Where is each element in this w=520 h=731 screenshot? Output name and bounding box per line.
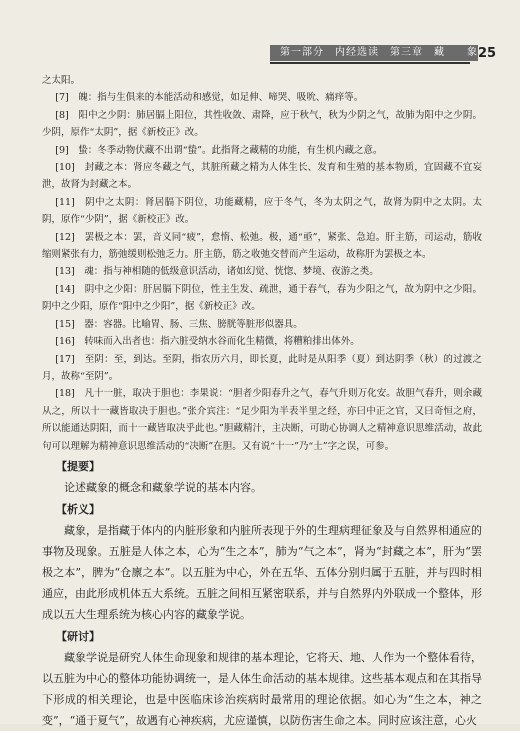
page-content bbox=[42, 72, 482, 731]
note-17: [17] 至阴：至，到达。至阴，指农历六月，即长夏，此时是从阳季（夏）到达阴季（秋）的过渡之月，故称“至阴”。 bbox=[42, 353, 482, 382]
note-continuation: 之太阳。 bbox=[42, 75, 81, 86]
note-10: [10] 封藏之本：肾应冬藏之气，其脏所藏之精为人体生长、发育和生殖的基本物质，宜固藏不宜妄泄，故肾为封藏之本。 bbox=[42, 162, 482, 191]
note-8: [8] 阳中之少阴：肺居膈上阳位，其性收敛、肃降，应于秋气，秋为少阴之气，故肺为阳中之少阴。少阴，原作“太阴”，据《新校正》改。 bbox=[42, 109, 482, 139]
running-header bbox=[270, 44, 497, 64]
section-title-summary: 【提要】 bbox=[56, 459, 100, 473]
note-7: [7] 魄：指与生俱来的本能活动和感觉，如足伸、啼哭、吸吮、痛痒等。 bbox=[55, 92, 364, 104]
note-11: [11] 阴中之太阴：肾居膈下阴位，功能藏精，应于冬气，冬为太阴之气，故肾为阴中之太阴。太阴，原作“少阴”，据《新校正》改。 bbox=[42, 196, 482, 226]
section-title-analysis: 【析义】 bbox=[56, 502, 100, 516]
note-14: [14] 阴中之少阳：肝居膈下阴位，性主生发、疏泄，通于春气，春为少阳之气，故为阴中之少阳。阴中之少阳，原作“阳中之少阳”，据《新校正》改。 bbox=[42, 283, 482, 313]
note-15: [15] 器：容器。比喻胃、肠、三焦、膀胱等脏形似器具。 bbox=[55, 318, 303, 330]
section-summary-text: 论述藏象的概念和藏象学说的基本内容。 bbox=[64, 480, 262, 494]
note-13: [13] 魂：指与神相随的低级意识活动，诸如幻觉、恍惚、梦境、夜游之类。 bbox=[55, 266, 379, 278]
note-18: [18] 凡十一脏，取决于胆也：李果说：“胆者少阳春升之气，春气升则万化安。故胆气春升，则余藏从之，所以十一藏皆取决于胆也。”张介宾注：“足少阳为半表半里之经，亦曰中正之官，又曰奇恒之府，所以能通达阴阳，而十一藏皆取决乎此也。”胆藏精汁，主决断，可助心协调人之精神意识思维活动，故此句可以理解为精神意识思维活动的“决断”在胆。又有说“十一”乃“土”字之误，可参。 bbox=[42, 388, 482, 452]
section-title-discussion: 【研讨】 bbox=[56, 629, 100, 643]
note-12: [12] 罢极之本：罢，音义同“疲”，怠惰、松弛。极，通“亟”，紧张、急迫。肝主筋，司运动，筋收缩则紧张有力，筋弛缓则松弛乏力。肝主筋，筋之收弛交替而产生运动，故称肝为罢极之本。 bbox=[42, 231, 482, 261]
page-number: 25 bbox=[478, 45, 497, 61]
section-discussion-text: 藏象学说是研究人体生命现象和规律的基本理论，它将天、地、人作为一个整体看待，以五脏为中心的整体功能协调统一，是人体生命活动的基本规律。这些基本观点和在其指导下形成的相关理论，也是中医临床诊治疾病时最常用的理论依据。如心为“生之本，神之变”，“通于夏气”，故遇有心神疾病，尤应谨慎，以防伤害生命之本。同时应该注意，心火 bbox=[42, 650, 482, 727]
note-16: [16] 转味而入出者也：指六脏受纳水谷而化生精微，将糟粕排出体外。 bbox=[55, 336, 360, 348]
header-title: 第一部分 内经选读 第三章 藏 象 bbox=[270, 45, 478, 61]
note-9: [9] 蛰：冬季动物伏藏不出谓“蛰”。此指肾之藏精的功能，有生机内藏之意。 bbox=[55, 144, 383, 156]
section-analysis-text: 藏象，是指藏于体内的内脏形象和内脏所表现于外的生理病理征象及与自然界相通应的事物及现象。五脏是人体之本，心为“生之本”，肺为“气之本”，肾为“封藏之本”，肝为“罢极之本”，脾为“仓廪之本”。以五脏为中心，外在五华、五体分别归属于五脏，并与四时相通应，由此形成机体五大系统。五脏之间相互紧密联系，并与自然界内外联成一个整体，形成以五大生理系统为核心内容的藏象学说。 bbox=[42, 523, 482, 621]
